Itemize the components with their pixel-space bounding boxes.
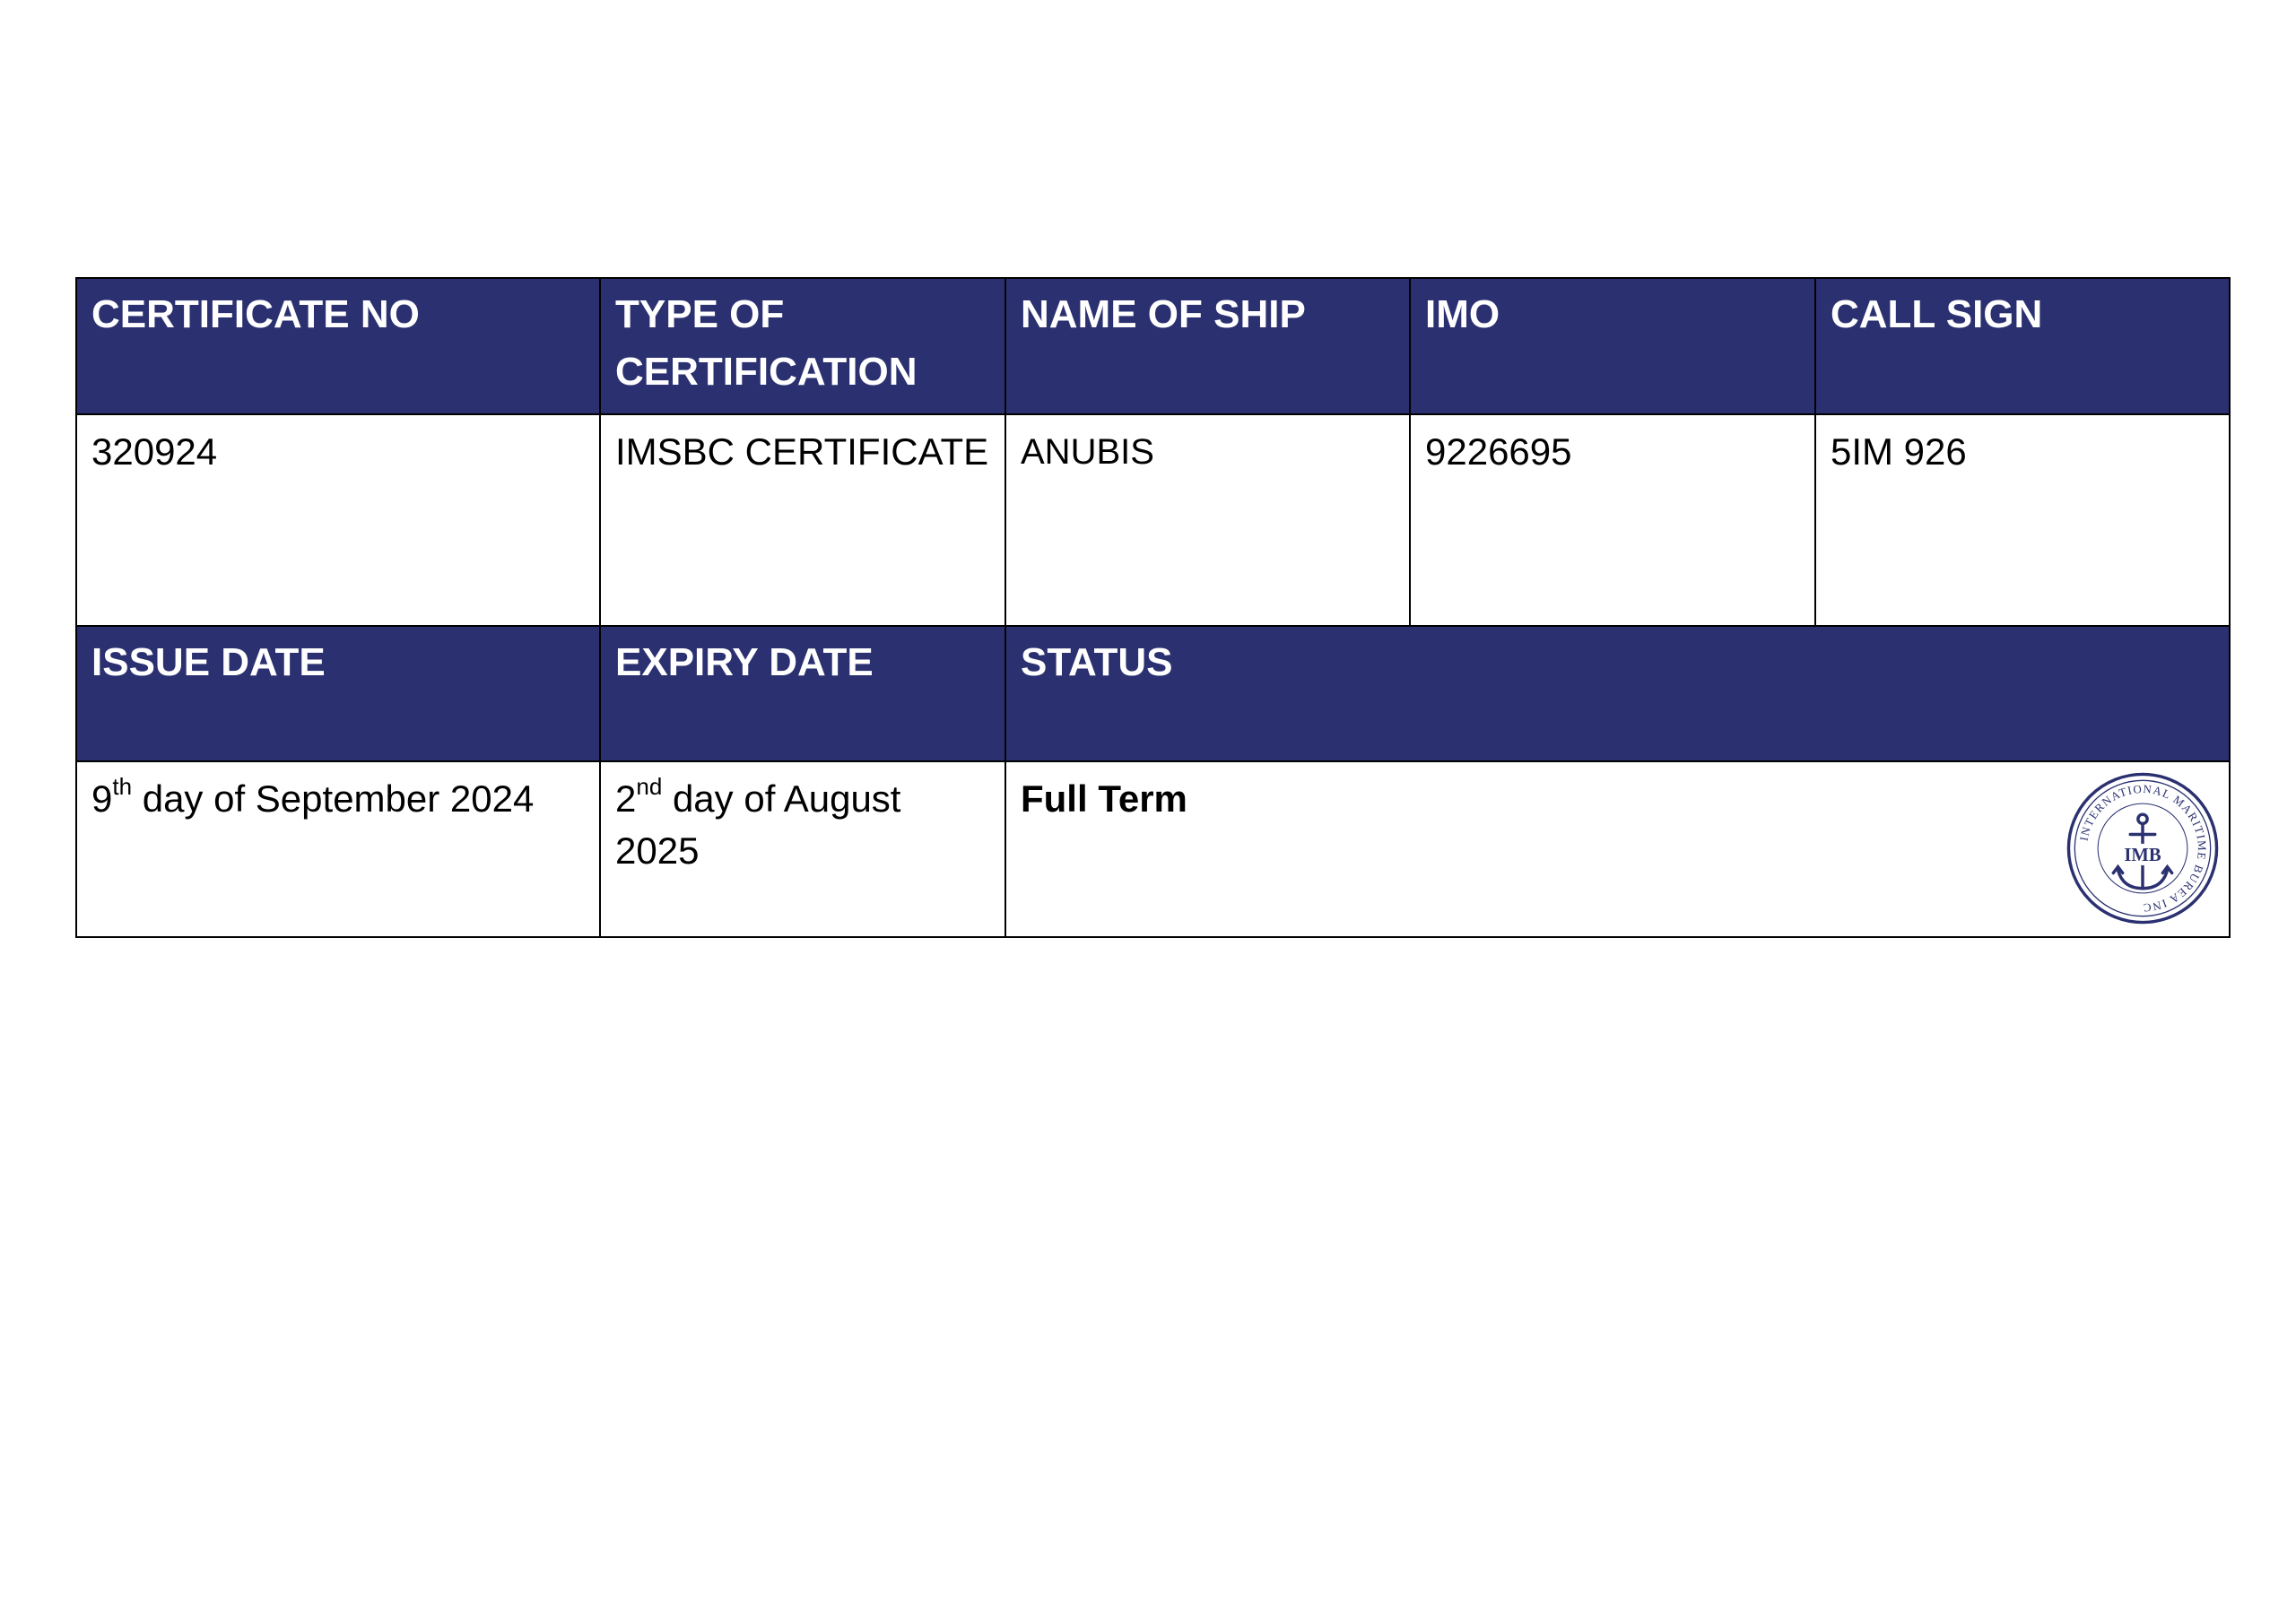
status-value: Full Term: [1021, 777, 1187, 820]
expiry-date-day: 2: [615, 777, 637, 820]
seal-ring-text: INTERNATIONAL MARITIME BUREA INC: [2077, 782, 2209, 915]
certificate-table: [75, 277, 2231, 938]
imo-number: 9226695: [1410, 414, 1815, 626]
value-row-1: [76, 414, 2230, 626]
expiry-date: [600, 761, 1005, 937]
header-call-sign: CALL SIGN: [1815, 278, 2230, 414]
seal-center-text: IMB: [2124, 845, 2161, 865]
header-row-2: [76, 626, 2230, 761]
imb-seal-icon: [2066, 771, 2220, 925]
issue-date: [76, 761, 600, 937]
header-imo: IMO: [1410, 278, 1815, 414]
expiry-date-rest: day of August 2025: [615, 777, 901, 872]
ship-name: ANUBIS: [1005, 414, 1410, 626]
certificate-number: 320924: [76, 414, 600, 626]
header-type-of-certification: TYPE OF CERTIFICATION: [600, 278, 1005, 414]
header-row-1: [76, 278, 2230, 414]
issue-date-suffix: th: [112, 773, 133, 800]
header-status: STATUS: [1005, 626, 2230, 761]
expiry-date-suffix: nd: [636, 773, 663, 800]
value-row-2: [76, 761, 2230, 937]
certification-type: IMSBC CERTIFICATE: [600, 414, 1005, 626]
header-issue-date: ISSUE DATE: [76, 626, 600, 761]
call-sign: 5IM 926: [1815, 414, 2230, 626]
header-certificate-no: CERTIFICATE NO: [76, 278, 600, 414]
header-expiry-date: EXPIRY DATE: [600, 626, 1005, 761]
issue-date-rest: day of September 2024: [132, 777, 535, 820]
status-cell: [1005, 761, 2230, 937]
issue-date-day: 9: [91, 777, 113, 820]
header-name-of-ship: NAME OF SHIP: [1005, 278, 1410, 414]
